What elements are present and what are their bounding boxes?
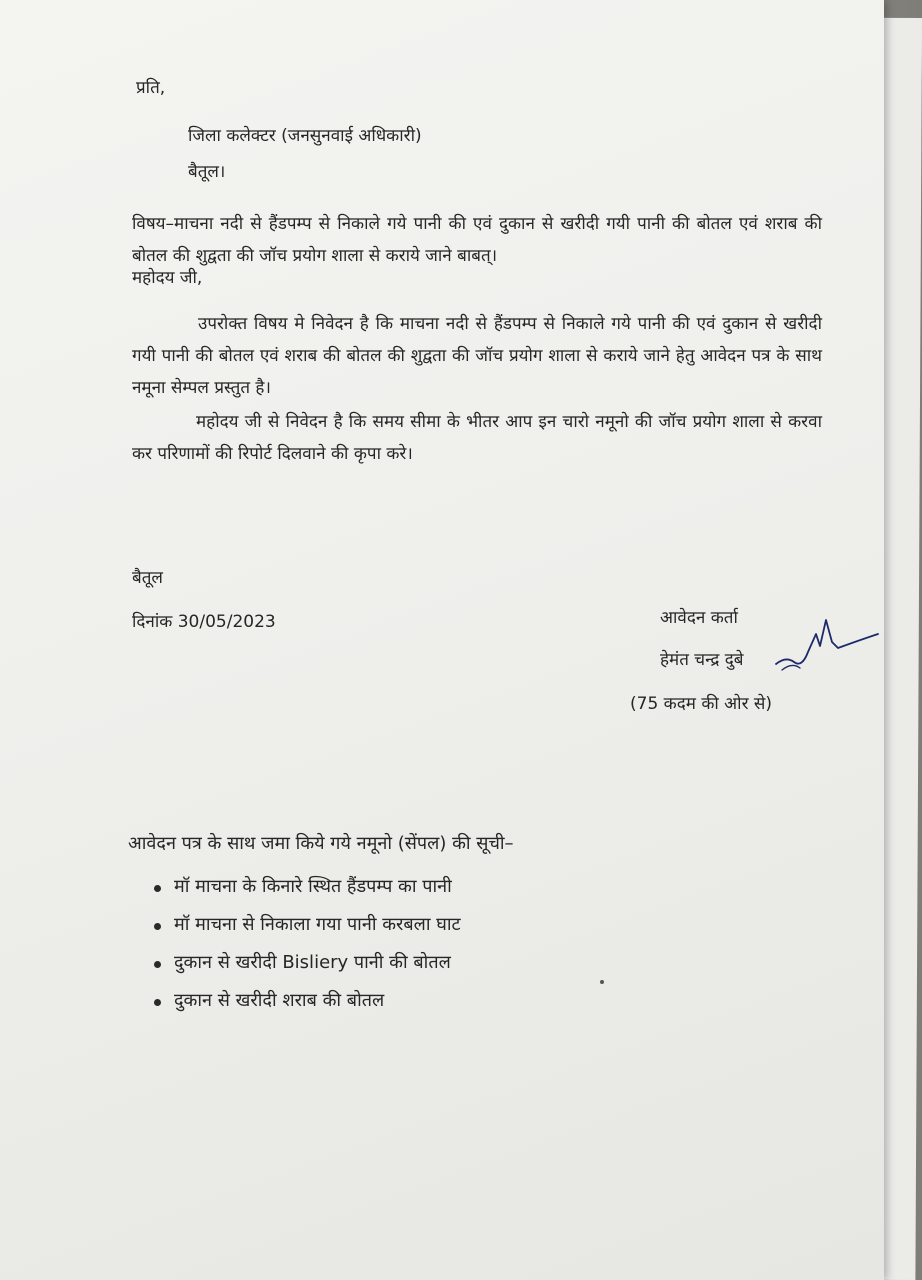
samples-heading: आवेदन पत्र के साथ जमा किये गये नमूनो (सेंपल) की सूची– <box>128 833 514 854</box>
sample-label: दुकान से खरीदी Bisliery पानी की बोतल <box>174 952 451 973</box>
subject-line: विषय–माचना नदी से हैंडपम्प से निकाले गये पानी की एवं दुकान से खरीदी गयी पानी की बोतल एवं शराब की बोतल की शुद्वता की जॉच प्रयोग शाला से कराये जाने बाबत्। <box>132 214 822 266</box>
sample-label: दुकान से खरीदी शराब की बोतल <box>174 990 385 1011</box>
bullet-icon <box>154 999 161 1006</box>
samples-list <box>150 872 461 1024</box>
applicant-organization: (75 कदम की ओर से) <box>630 694 773 714</box>
date: दिनांक 30/05/2023 <box>132 612 276 632</box>
bullet-icon <box>154 923 161 930</box>
recipient-city: बैतूल। <box>188 162 226 182</box>
list-item <box>150 948 461 986</box>
applicant-name: हेमंत चन्द्र दुबे <box>660 650 744 670</box>
list-item <box>150 986 461 1024</box>
body-paragraph-2: महोदय जी से निवेदन है कि समय सीमा के भीतर आप इन चारो नमूनो की जॉच प्रयोग शाला से करवा कर परिणामों की रिपोर्ट दिलवाने की कृपा करे। <box>132 412 822 464</box>
ink-speck <box>600 980 604 984</box>
signature-icon <box>772 612 884 682</box>
recipient-designation: जिला कलेक्टर (जनसुनवाई अधिकारी) <box>188 126 422 146</box>
greeting: महोदय जी, <box>132 268 203 288</box>
list-item <box>150 872 461 910</box>
sample-label: मॉ माचना के किनारे स्थित हैंडपम्प का पानी <box>174 876 452 897</box>
body-paragraph-1: उपरोक्त विषय मे निवेदन है कि माचना नदी से हैंडपम्प से निकाले गये पानी की एवं दुकान से खरीदी गयी पानी की बोतल एवं शराब की बोतल की शुद्वता की जॉच प्रयोग शाला से कराये जाने हेतु आवेदन पत्र के साथ नमूना सेम्पल प्रस्तुत है। <box>132 314 822 398</box>
list-item <box>150 910 461 948</box>
salutation-to: प्रति, <box>136 78 166 98</box>
bullet-icon <box>154 961 161 968</box>
bullet-icon <box>154 885 161 892</box>
sample-label: मॉ माचना से निकाला गया पानी करबला घाट <box>174 914 461 935</box>
place: बैतूल <box>132 568 163 588</box>
applicant-title: आवेदन कर्ता <box>660 608 738 628</box>
